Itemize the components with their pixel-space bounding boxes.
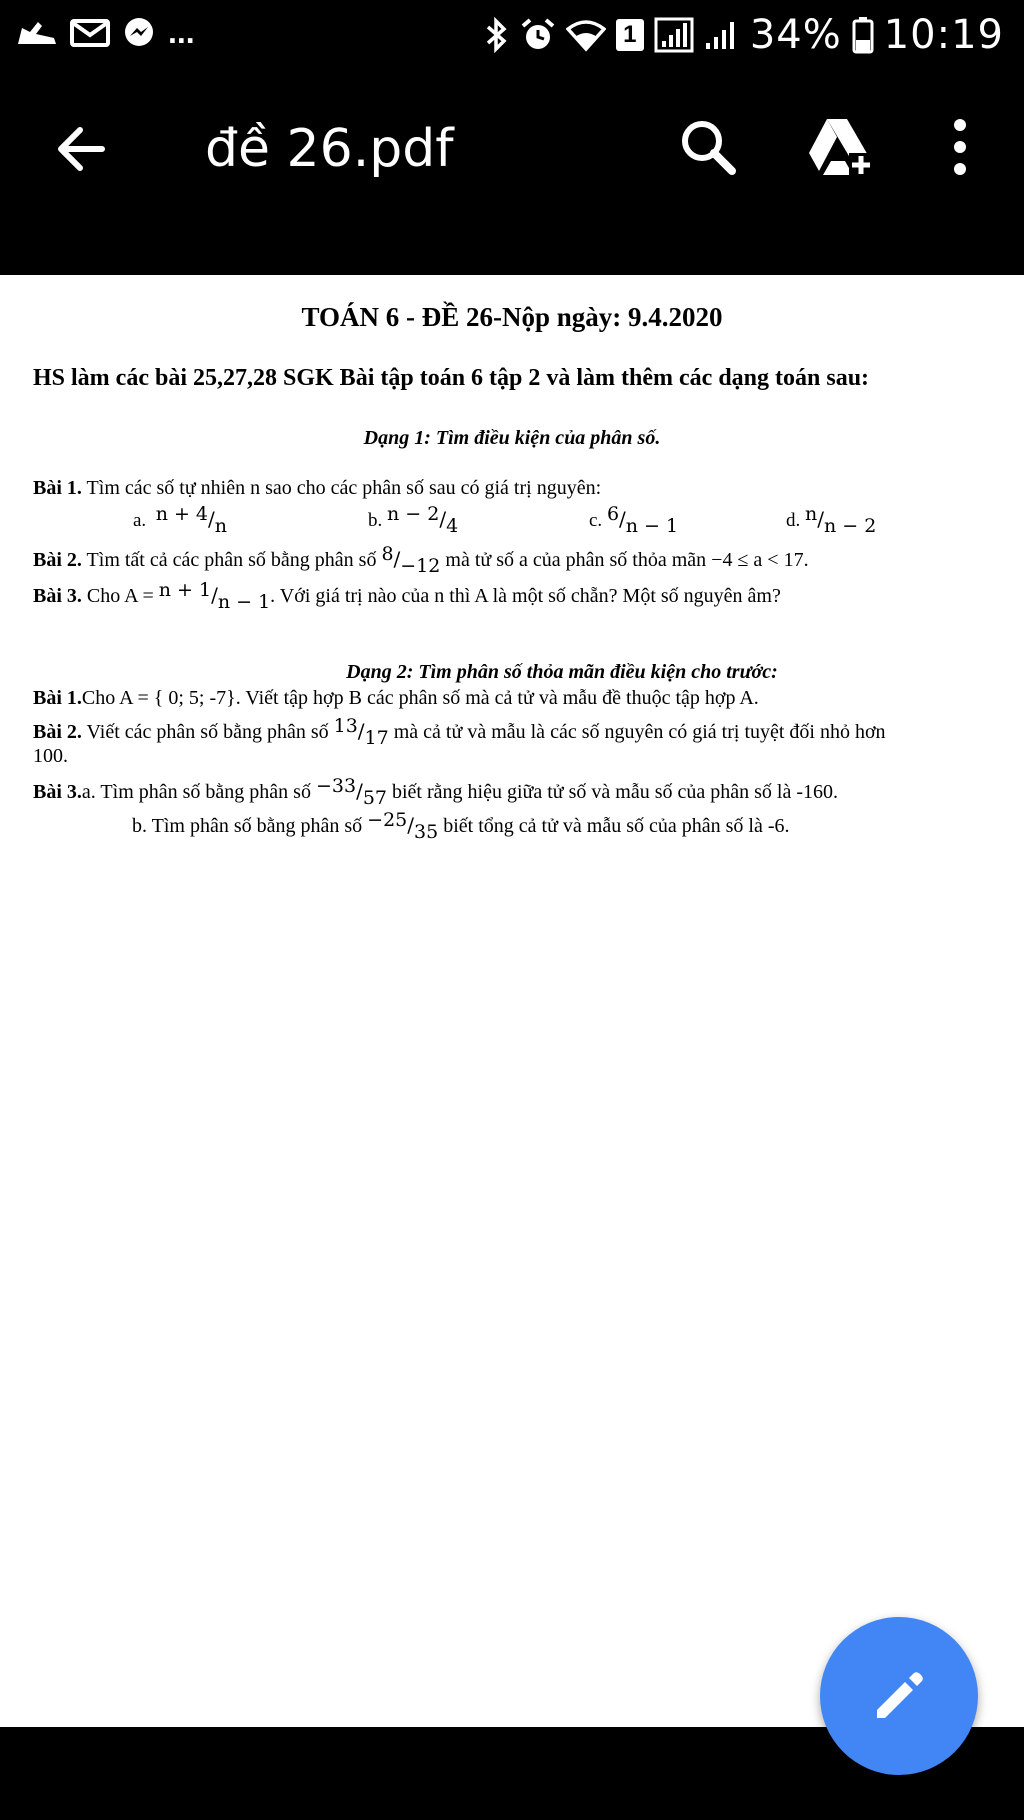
document-title: TOÁN 6 - ĐỀ 26-Nộp ngày: 9.4.2020	[301, 302, 723, 332]
pdf-page	[0, 275, 1024, 1727]
messenger-icon	[122, 16, 156, 50]
s1-bai1: Bài 1. Tìm các số tự nhiên n sao cho các phân số sau có giá trị nguyên:	[33, 477, 602, 499]
s2-bai2-continued: 100.	[33, 745, 68, 767]
s1-bai2: Bài 2. Tìm tất cả các phân số bằng phân số $^8/_{-12}$ mà tử số a của phân số thỏa mãn −4 ≤ a < 17.	[33, 543, 809, 577]
search-icon[interactable]	[676, 115, 740, 179]
battery-percent: 34%	[749, 12, 842, 58]
s2-bai2: Bài 2. Viết các phân số bằng phân số $^{13}/_{17}$ mà cả tử và mẫu là các số nguyên có giá trị tuyệt đối nhỏ hơn	[33, 715, 886, 749]
option-a: a. $^{n + 4}/_n$	[133, 503, 228, 537]
more-notifications: ...	[168, 14, 195, 50]
battery-icon	[852, 16, 874, 54]
fitness-shoe-icon	[16, 18, 58, 48]
option-c: c. $^6/_{n - 1}$	[589, 503, 679, 537]
add-to-drive-icon[interactable]	[805, 115, 875, 179]
section1-heading: Dạng 1: Tìm điều kiện của phân số.	[363, 427, 661, 449]
mail-icon	[70, 18, 110, 48]
edit-fab-button[interactable]	[820, 1617, 978, 1775]
clock: 10:19	[883, 12, 1004, 58]
s2-bai1: Bài 1.Cho A = { 0; 5; -7}. Viết tập hợp B các phân số mà cả tử và mẫu đề thuộc tập hợp A.	[33, 687, 759, 709]
bluetooth-icon	[484, 17, 510, 53]
file-title: đề 26.pdf	[205, 119, 454, 179]
option-b: b. $^{n - 2}/_4$	[368, 503, 459, 537]
more-options-icon[interactable]	[945, 115, 975, 179]
s2-bai3b: b. Tìm phân số bằng phân số $^{-25}/_{35}$ biết tổng cả tử và mẫu số của phân số là -6.	[132, 809, 790, 843]
signal-sim1-icon	[654, 17, 694, 53]
app-bar	[0, 75, 1024, 275]
signal-sim2-icon	[704, 17, 740, 53]
back-arrow-icon[interactable]	[52, 117, 116, 181]
option-d: d. $^n/_{n - 2}$	[786, 503, 877, 537]
pencil-icon	[869, 1666, 929, 1726]
status-bar	[0, 0, 1024, 75]
document-intro: HS làm các bài 25,27,28 SGK Bài tập toán 6 tập 2 và làm thêm các dạng toán sau:	[33, 365, 870, 391]
section2-heading: Dạng 2: Tìm phân số thỏa mãn điều kiện cho trước:	[346, 661, 778, 683]
alarm-icon	[520, 17, 556, 53]
wifi-icon	[566, 17, 606, 53]
sim-indicator: 1	[616, 19, 644, 51]
s1-bai3: Bài 3. Cho $A = ^{n + 1}/_{n - 1}$. Với giá trị nào của n thì A là một số chẵn? Một số nguyên âm?	[33, 579, 781, 613]
s2-bai3a: Bài 3.a. Tìm phân số bằng phân số $^{-33}/_{57}$ biết rằng hiệu giữa tử số và mẫu số của phân số là -160.	[33, 775, 839, 809]
